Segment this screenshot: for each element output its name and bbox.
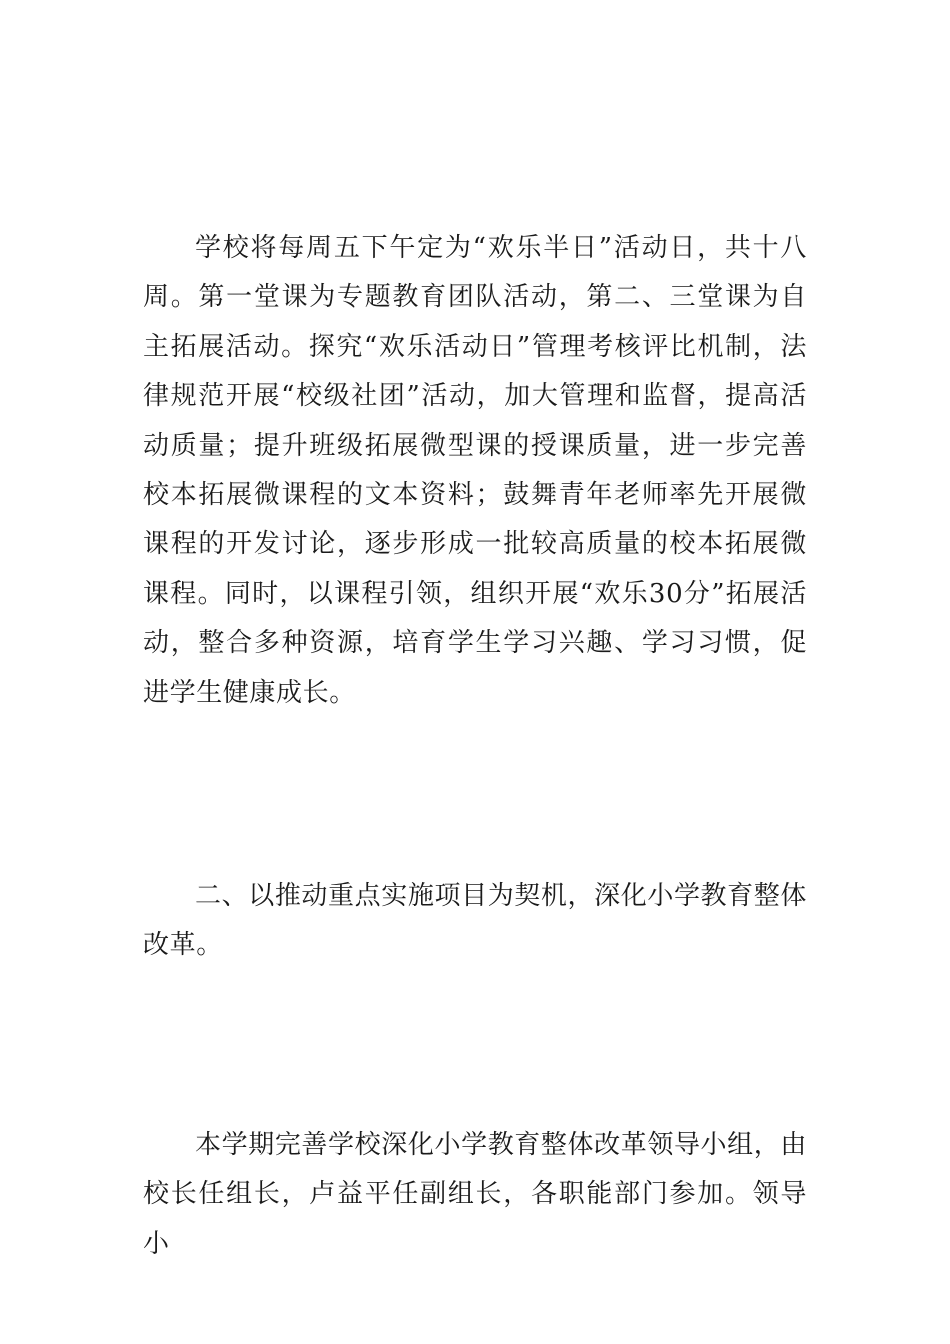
section-heading-reform: 二、以推动重点实施项目为契机，深化小学教育整体改革。 xyxy=(143,881,807,961)
body-paragraph-activity-day: 学校将每周五下午定为“欢乐半日”活动日，共十八周。第一堂课为专题教育团队活动，第二、三堂课为自主拓展活动。探究“欢乐活动日”管理考核评比机制，法律规范开展“校级社团”活动，加大管理和监督，提高活动质量；提升班级拓展微型课的授课质量，进一步完善校本拓展微课程的文本资料；鼓舞青年老师率先开展微课程的开发讨论，逐步形成一批较高质量的校本拓展微课程。同时，以课程引领，组织开展“欢乐30分”拓展活动，整合多种资源，培育学生学习兴趣、学习习惯，促进学生健康成长。 xyxy=(143,233,807,708)
body-paragraph-leadership-group: 本学期完善学校深化小学教育整体改革领导小组，由校长任组长，卢益平任副组长，各职能部门参加。领导小 xyxy=(143,1130,807,1259)
